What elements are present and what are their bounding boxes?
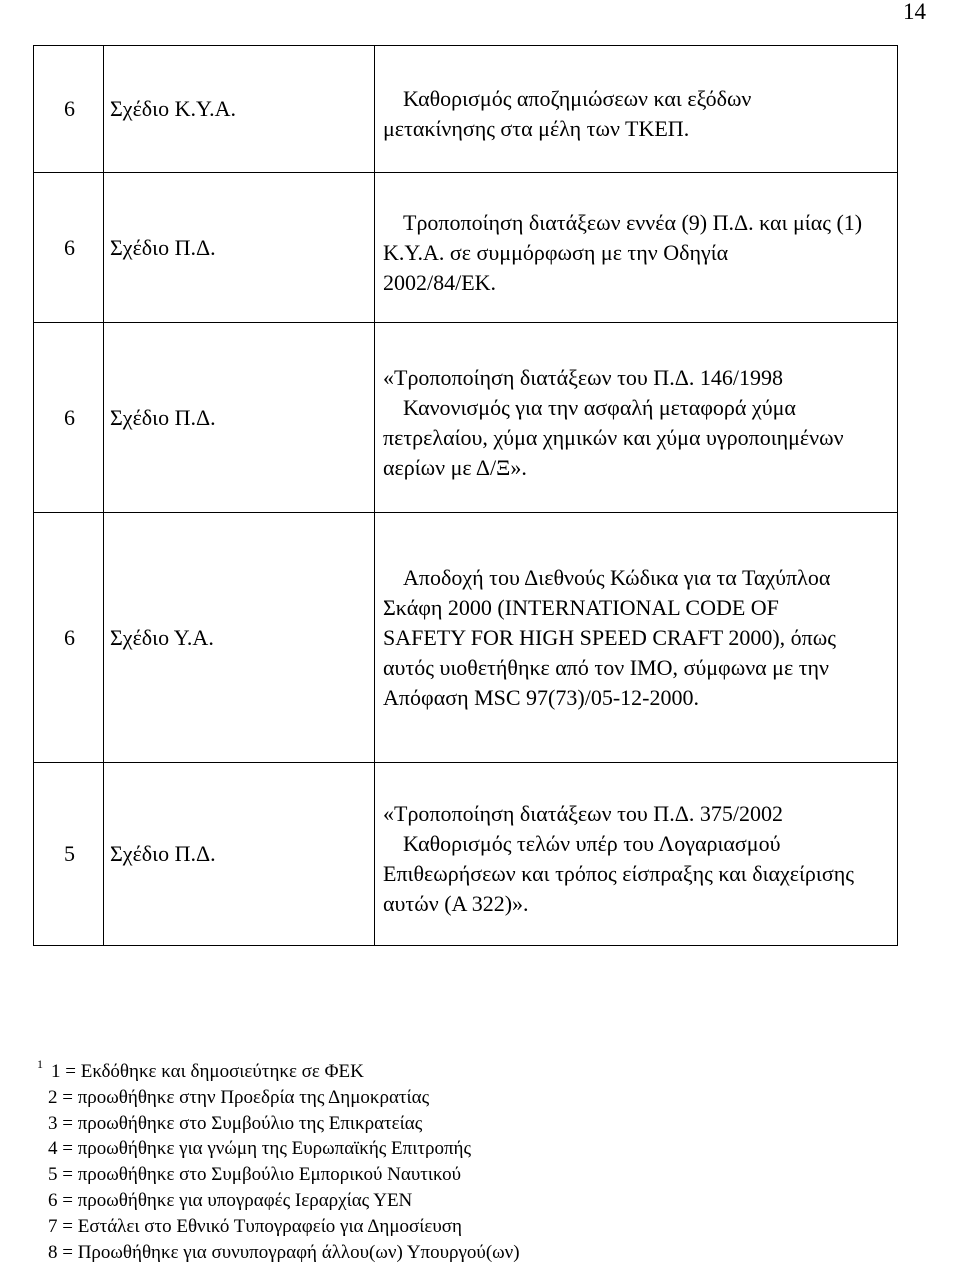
document-type-cell: Σχέδιο Υ.Α. <box>104 513 375 763</box>
footnote-line <box>37 1052 520 1085</box>
footnote-line: 8 = Προωθήθηκε για συνυπογραφή άλλου(ων) Υπουργού(ων) <box>48 1241 520 1263</box>
description-cell <box>375 323 898 513</box>
footnotes <box>37 1052 520 1265</box>
description-line: SAFETY FOR HIGH SPEED CRAFT 2000), όπως <box>383 624 836 650</box>
footnote-line: 7 = Εστάλει στο Εθνικό Τυπογραφείο για Δημοσίευση <box>48 1215 462 1237</box>
status-code-cell: 5 <box>34 763 104 946</box>
status-code-cell: 6 <box>34 513 104 763</box>
footnote-line: 2 = προωθήθηκε στην Προεδρία της Δημοκρατίας <box>48 1086 430 1108</box>
description-line: πετρελαίου, χύμα χημικών και χύμα υγροποιημένων <box>383 424 844 450</box>
footnote-line: 3 = προωθήθηκε στο Συμβούλιο της Επικρατείας <box>48 1112 423 1134</box>
description-line: Τροποποίηση διατάξεων εννέα (9) Π.Δ. και μίας (1) <box>403 209 863 235</box>
table-row <box>34 323 898 513</box>
description-cell <box>375 173 898 323</box>
description-line: Επιθεωρήσεων και τρόπος είσπραξης και διαχείρισης <box>383 861 854 886</box>
description-line: μετακίνησης στα μέλη των ΤΚΕΠ. <box>383 116 690 141</box>
status-code-cell: 6 <box>34 323 104 513</box>
document-type-cell: Σχέδιο Κ.Υ.Α. <box>104 46 375 173</box>
table-row <box>34 763 898 946</box>
table-row <box>34 513 898 763</box>
status-code-cell: 6 <box>34 173 104 323</box>
page-number: 14 <box>903 0 926 24</box>
document-type-cell: Σχέδιο Π.Δ. <box>104 323 375 513</box>
description-line: «Τροποποίηση διατάξεων του Π.Δ. 375/2002 <box>383 801 783 826</box>
description-cell <box>375 513 898 763</box>
legislation-status-table <box>33 45 898 946</box>
description-cell <box>375 46 898 173</box>
document-type-cell: Σχέδιο Π.Δ. <box>104 173 375 323</box>
footnote-line: 5 = προωθήθηκε στο Συμβούλιο Εμπορικού Ναυτικού <box>48 1164 462 1186</box>
description-line: Σκάφη 2000 (INTERNATIONAL CODE OF <box>383 594 779 620</box>
description-line: αυτών (Α 322)». <box>383 891 529 916</box>
description-line: «Τροποποίηση διατάξεων του Π.Δ. 146/1998 <box>383 364 783 390</box>
footnote-line: 6 = προωθήθηκε για υπογραφές Ιεραρχίας ΥΕΝ <box>48 1189 413 1211</box>
footnote-line: 4 = προωθήθηκε για γνώμη της Ευρωπαϊκής Επιτροπής <box>48 1138 472 1160</box>
footnote-text: 1 = Εκδόθηκε και δημοσιεύτηκε σε ΦΕΚ <box>51 1061 364 1082</box>
description-cell <box>375 763 898 946</box>
description-line: Απόφαση MSC 97(73)/05-12-2000. <box>383 684 699 710</box>
table-row <box>34 173 898 323</box>
document-type-cell: Σχέδιο Π.Δ. <box>104 763 375 946</box>
description-line: 2002/84/ΕΚ. <box>383 269 497 295</box>
status-code-cell: 6 <box>34 46 104 173</box>
description-line: Κ.Υ.Α. σε συμμόρφωση με την Οδηγία <box>383 239 729 265</box>
table-row <box>34 46 898 173</box>
description-line: Καθορισμός τελών υπέρ του Λογαριασμού <box>403 831 781 856</box>
footnote-marker: 1 <box>37 1057 43 1071</box>
description-line: Κανονισμός για την ασφαλή μεταφορά χύμα <box>403 394 796 420</box>
description-line: Καθορισμός αποζημιώσεων και εξόδων <box>403 86 752 111</box>
description-line: αερίων με Δ/Ξ». <box>383 454 527 480</box>
description-line: αυτός υιοθετήθηκε από τον ΙΜΟ, σύμφωνα με την <box>383 654 829 680</box>
description-line: Αποδοχή του Διεθνούς Κώδικα για τα Ταχύπλοα <box>403 564 831 590</box>
